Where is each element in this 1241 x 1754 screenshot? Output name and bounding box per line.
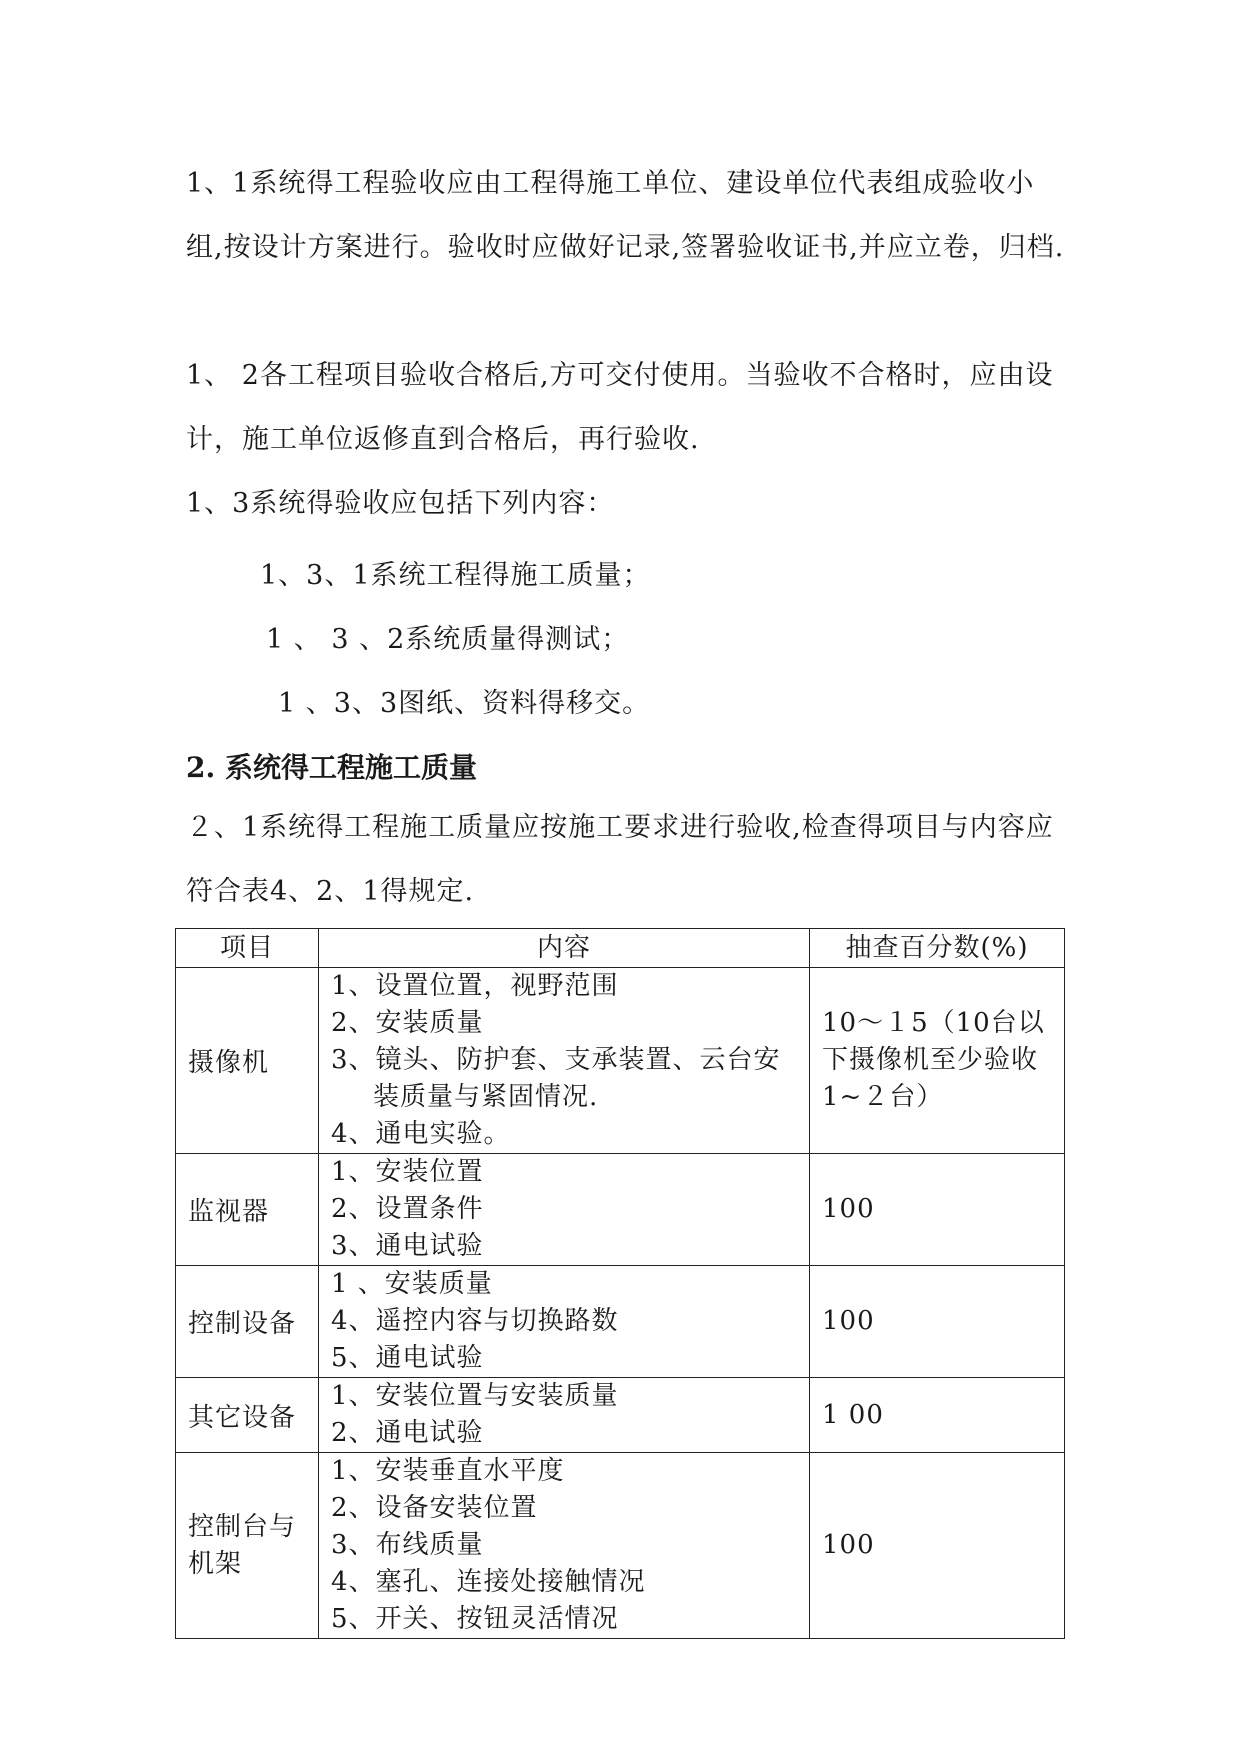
- table-row-camera: [176, 968, 1065, 1154]
- inspection-table: [175, 928, 1065, 1639]
- cell-item: 其它设备: [176, 1378, 319, 1453]
- table-row-console-rack: [176, 1453, 1065, 1639]
- content-line: 1、安装位置与安装质量: [331, 1381, 619, 1411]
- sub-item-1-3-2: 1 、 3 、2系统质量得测试；: [266, 624, 630, 655]
- cell-percent: 10～１5（10台以下摄像机至少验收1~２台）: [810, 968, 1065, 1154]
- cell-item: 摄像机: [176, 968, 319, 1154]
- table-row-monitor: [176, 1154, 1065, 1266]
- section-heading: 2. 系统得工程施工质量: [186, 751, 477, 784]
- content-line: 装质量与紧固情况.: [373, 1082, 599, 1112]
- cell-content: [319, 1453, 810, 1639]
- content-line: 1 、安装质量: [331, 1269, 493, 1299]
- content-line: 4、通电实验。: [331, 1119, 511, 1149]
- sub-item-1-3-1: 1、3、1系统工程得施工质量；: [260, 560, 651, 591]
- content-line: 4、塞孔、连接处接触情况: [331, 1567, 646, 1597]
- cell-item: 监视器: [176, 1154, 319, 1266]
- content-line: 3、布线质量: [331, 1530, 484, 1560]
- header-content: 内容: [319, 929, 810, 968]
- content-line: 4、遥控内容与切换路数: [331, 1306, 619, 1336]
- content-line: 5、开关、按钮灵活情况: [331, 1604, 619, 1634]
- cell-percent: 100: [810, 1266, 1065, 1378]
- content-line: 2、设置条件: [331, 1194, 484, 1224]
- section-paragraph: ２、1系统得工程施工质量应按施工要求进行验收,检查得项目与内容应符合表4、2、1得规定.: [186, 812, 1054, 907]
- cell-percent: 100: [810, 1154, 1065, 1266]
- table-row-control-equipment: [176, 1266, 1065, 1378]
- sub-item-1-3-3: 1 、3、3图纸、资料得移交。: [278, 688, 651, 719]
- cell-content: [319, 1266, 810, 1378]
- cell-content: [319, 1154, 810, 1266]
- cell-item: 控制设备: [176, 1266, 319, 1378]
- content-line: 2、安装质量: [331, 1008, 484, 1038]
- content-line: 2、设备安装位置: [331, 1493, 538, 1523]
- header-item: 项目: [176, 929, 319, 968]
- table-header-row: [176, 929, 1065, 968]
- header-percent: 抽查百分数(%): [810, 929, 1065, 968]
- content-line: 1、安装位置: [331, 1157, 484, 1187]
- cell-content: [319, 1378, 810, 1453]
- paragraph-1-3: 1、3系统得验收应包括下列内容：: [186, 488, 615, 519]
- cell-percent: 100: [810, 1453, 1065, 1639]
- cell-content: [319, 968, 810, 1154]
- paragraph-1-2: 1、 2各工程项目验收合格后,方可交付使用。当验收不合格时，应由设计，施工单位返修直到合格后，再行验收.: [186, 360, 1054, 455]
- paragraph-1-1: 1、1系统得工程验收应由工程得施工单位、建设单位代表组成验收小组,按设计方案进行。验收时应做好记录,签署验收证书,并应立卷，归档.: [186, 168, 1065, 263]
- cell-item: 控制台与机架: [176, 1453, 319, 1639]
- content-line: 5、通电试验: [331, 1343, 484, 1373]
- cell-percent: 1 00: [810, 1378, 1065, 1453]
- content-line: 3、镜头、防护套、支承装置、云台安: [331, 1045, 781, 1075]
- table-row-other-equipment: [176, 1378, 1065, 1453]
- content-line: 2、通电试验: [331, 1418, 484, 1448]
- content-line: 1、安装垂直水平度: [331, 1456, 565, 1486]
- content-line: 3、通电试验: [331, 1231, 484, 1261]
- content-line: 1、设置位置，视野范围: [331, 971, 619, 1001]
